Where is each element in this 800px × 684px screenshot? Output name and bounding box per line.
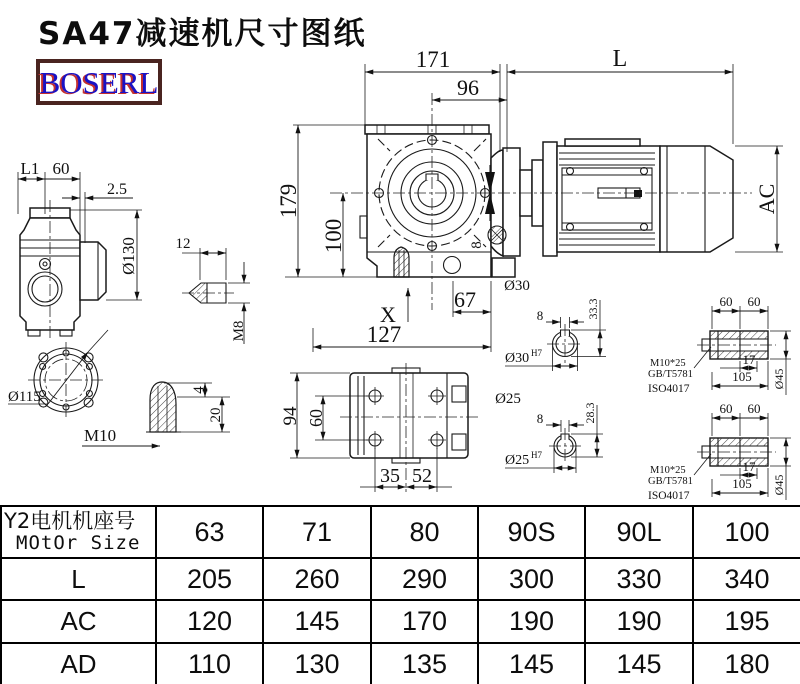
col-63: 63 (156, 506, 263, 558)
label-std2-b: ISO4017 (648, 490, 690, 502)
dim-label-60s2: 60 (747, 294, 761, 309)
cell-AD-100: 180 (693, 643, 800, 684)
dim-label-2p5: 2.5 (107, 181, 127, 198)
dim-label-17b: 17 (742, 459, 756, 474)
page-title: SA47减速机尺寸图纸 (38, 16, 367, 52)
cell-AD-63: 110 (156, 643, 263, 684)
motor-view (520, 139, 733, 256)
header-en: MOtOr Size (16, 532, 141, 555)
dim-label-o45a: Ø45 (772, 368, 786, 390)
dim-label-key8: 8 (469, 241, 485, 249)
cell-AD-90L: 145 (585, 643, 693, 684)
dim-label-12: 12 (175, 236, 191, 252)
motor-dimensions (735, 146, 783, 252)
dim-label-o30h7-tol: H7 (531, 348, 542, 358)
dim-label-20: 20 (208, 407, 224, 423)
dim-label-100: 100 (321, 218, 346, 254)
dim-label-L1: L1 (20, 159, 40, 178)
dim-label-o130: Ø130 (119, 237, 138, 275)
table-row-AD (1, 643, 800, 684)
dim-label-52: 52 (412, 465, 432, 487)
row-label-AC: AC (1, 600, 156, 643)
dim-label-key8-30: 8 (536, 308, 544, 323)
dim-label-60s3: 60 (719, 401, 733, 416)
dim-label-94: 94 (280, 406, 301, 426)
label-std2-a: ISO4017 (648, 383, 690, 395)
dim-label-M10: M10 (84, 426, 117, 445)
brand-logo-text: BOSERL (39, 64, 159, 100)
bore-30-section (505, 299, 606, 372)
dim-label-60b: 60 (306, 409, 326, 427)
hollow-shaft-detail-bottom (648, 401, 791, 502)
side-view (18, 159, 142, 340)
header-cn: Y2电机机座号 (4, 509, 136, 533)
motor-size-table (0, 505, 800, 684)
dim-label-o115: Ø115 (8, 389, 41, 405)
cell-L-71: 260 (263, 558, 371, 600)
dim-label-17a: 17 (742, 352, 756, 367)
dim-label-60s1: 60 (719, 294, 733, 309)
cell-AD-90S: 145 (478, 643, 585, 684)
cell-AC-63: 120 (156, 600, 263, 643)
dim-label-105a: 105 (732, 369, 752, 384)
cell-AD-71: 130 (263, 643, 371, 684)
hollow-shaft-detail-top (648, 294, 791, 395)
label-bolt-a: M10*25 (650, 358, 686, 369)
col-90L: 90L (585, 506, 693, 558)
row-label-AD: AD (1, 643, 156, 684)
cell-AC-71: 145 (263, 600, 371, 643)
dim-label-179: 179 (276, 183, 301, 219)
dim-label-o25: Ø25 (495, 391, 521, 407)
cell-AC-90S: 190 (478, 600, 585, 643)
dim-label-AC: AC (754, 183, 779, 215)
front-view (360, 125, 491, 277)
dim-label-L: L (612, 46, 628, 72)
cell-L-100: 340 (693, 558, 800, 600)
dim-label-96: 96 (457, 75, 479, 100)
dim-label-M8: M8 (231, 320, 247, 342)
dim-label-35: 35 (380, 465, 400, 487)
bore-25-section (495, 391, 603, 473)
cell-AC-80: 170 (371, 600, 478, 643)
dim-label-key8-25: 8 (536, 411, 544, 426)
label-std1-a: GB/T5781 (648, 369, 693, 380)
dim-label-105b: 105 (732, 476, 752, 491)
dim-label-333: 33.3 (586, 298, 600, 320)
dim-label-o25h7-tol: H7 (531, 450, 542, 460)
dim-label-o25h7: Ø25 (505, 453, 530, 468)
dim-label-127: 127 (366, 322, 402, 347)
dim-label-60s4: 60 (747, 401, 761, 416)
bottom-view (280, 363, 478, 492)
stud-m10-detail (146, 382, 230, 432)
label-bolt-b: M10*25 (650, 465, 686, 476)
label-std1-b: GB/T5781 (648, 476, 693, 487)
dim-label-o45b: Ø45 (772, 474, 786, 496)
row-label-L: L (1, 558, 156, 600)
col-90S: 90S (478, 506, 585, 558)
dim-label-X: X (380, 302, 396, 327)
cell-AD-80: 135 (371, 643, 478, 684)
dim-label-60: 60 (52, 159, 70, 178)
col-71: 71 (263, 506, 371, 558)
table-header-row (1, 506, 800, 558)
table-header-motor-size (1, 506, 156, 558)
dim-label-o30-callout: Ø30 (504, 278, 530, 294)
table-row-AC (1, 600, 800, 643)
stud-m8-detail (176, 236, 251, 344)
cell-L-90L: 330 (585, 558, 693, 600)
cell-AC-100: 195 (693, 600, 800, 643)
dim-label-67: 67 (454, 287, 476, 312)
cell-L-63: 205 (156, 558, 263, 600)
cell-L-90S: 300 (478, 558, 585, 600)
dim-label-171: 171 (415, 47, 451, 72)
cell-AC-90L: 190 (585, 600, 693, 643)
dim-label-283: 28.3 (583, 402, 597, 424)
col-80: 80 (371, 506, 478, 558)
col-100: 100 (693, 506, 800, 558)
flange-view (8, 330, 160, 446)
cell-L-80: 290 (371, 558, 478, 600)
dim-label-4: 4 (191, 386, 207, 394)
dim-label-o30h7: Ø30 (505, 351, 530, 366)
table-row-L (1, 558, 800, 600)
